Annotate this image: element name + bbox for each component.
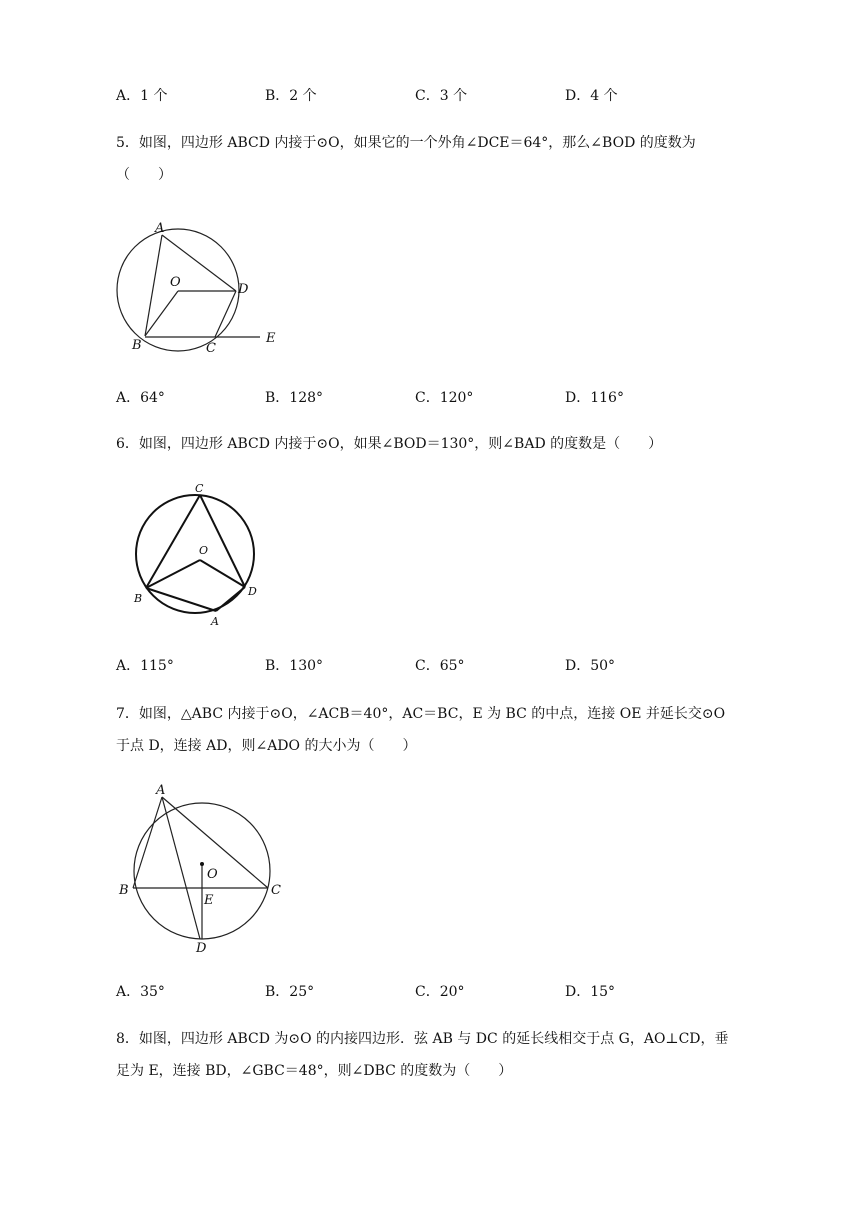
q6-option-d: D．50° bbox=[565, 658, 616, 674]
q5-label-o: O bbox=[170, 275, 181, 290]
q5-option-d: D．116° bbox=[565, 390, 624, 406]
q7-option-c: C．20° bbox=[415, 984, 465, 1000]
q5-label-d: D bbox=[238, 282, 249, 297]
q5-options bbox=[0, 388, 860, 412]
q5-seg-ab bbox=[145, 235, 162, 336]
q5-label-e: E bbox=[266, 331, 276, 346]
q7-figure bbox=[112, 782, 292, 957]
q7-label-o: O bbox=[207, 867, 218, 882]
q4-options bbox=[0, 86, 860, 110]
q6-stem-line1: 6．如图，四边形 ABCD 内接于⊙O，如果∠BOD＝130°，则∠BAD 的度数是（ ） bbox=[116, 436, 663, 452]
q7-options bbox=[0, 982, 860, 1006]
q7-option-a: A．35° bbox=[116, 984, 165, 1000]
q6-label-c: C bbox=[195, 482, 204, 495]
q7-label-c: C bbox=[271, 883, 281, 898]
q7-label-d: D bbox=[196, 941, 207, 956]
q5-label-b: B bbox=[132, 338, 142, 353]
q7-stem-line1: 7．如图，△ABC 内接于⊙O，∠ACB＝40°，AC＝BC，E 为 BC 的中点，连接 OE 并延长交⊙O bbox=[116, 706, 726, 722]
q6-seg-ad bbox=[216, 587, 245, 611]
q6-option-c: C．65° bbox=[415, 658, 465, 674]
q5-label-c: C bbox=[206, 341, 216, 356]
q6-label-b: B bbox=[134, 592, 143, 605]
q7-label-b: B bbox=[119, 883, 129, 898]
q6-option-a: A．115° bbox=[116, 658, 174, 674]
q6-label-d: D bbox=[248, 585, 257, 598]
q4-option-d: D．4 个 bbox=[565, 88, 618, 104]
q5-seg-dc bbox=[215, 291, 236, 337]
q7-stem-line2: 于点 D，连接 AD，则∠ADO 的大小为（ ） bbox=[116, 738, 417, 754]
q5-stem-line2: （ ） bbox=[116, 167, 172, 183]
q5-figure bbox=[108, 218, 308, 363]
q7-option-b: B．25° bbox=[265, 984, 315, 1000]
q7-option-d: D．15° bbox=[565, 984, 616, 1000]
q5-option-c: C．120° bbox=[415, 390, 474, 406]
q6-figure bbox=[124, 480, 274, 630]
q6-label-a: A bbox=[211, 615, 219, 628]
q8-stem-line2: 足为 E，连接 BD，∠GBC＝48°，则∠DBC 的度数为（ ） bbox=[116, 1063, 513, 1079]
q4-option-c: C．3 个 bbox=[415, 88, 468, 104]
q5-label-a: A bbox=[155, 221, 165, 236]
q4-option-a: A．1 个 bbox=[116, 88, 168, 104]
q6-option-b: B．130° bbox=[265, 658, 324, 674]
q7-label-a: A bbox=[156, 783, 166, 798]
q5-seg-bo bbox=[145, 291, 178, 336]
q7-seg-ab bbox=[133, 797, 162, 888]
q7-label-e: E bbox=[204, 893, 214, 908]
q5-option-b: B．128° bbox=[265, 390, 324, 406]
q6-label-o: O bbox=[199, 544, 209, 557]
q6-options bbox=[0, 656, 860, 680]
q8-stem-line1: 8．如图，四边形 ABCD 为⊙O 的内接四边形．弦 AB 与 DC 的延长线相交于点 G，AO⊥CD，垂 bbox=[116, 1031, 729, 1047]
q4-option-b: B．2 个 bbox=[265, 88, 317, 104]
q7-seg-ad bbox=[162, 797, 200, 939]
q5-option-a: A．64° bbox=[116, 390, 165, 406]
q5-stem-line1: 5．如图，四边形 ABCD 内接于⊙O，如果它的一个外角∠DCE＝64°，那么∠BOD 的度数为 bbox=[116, 135, 696, 151]
q7-center-dot bbox=[200, 862, 204, 866]
